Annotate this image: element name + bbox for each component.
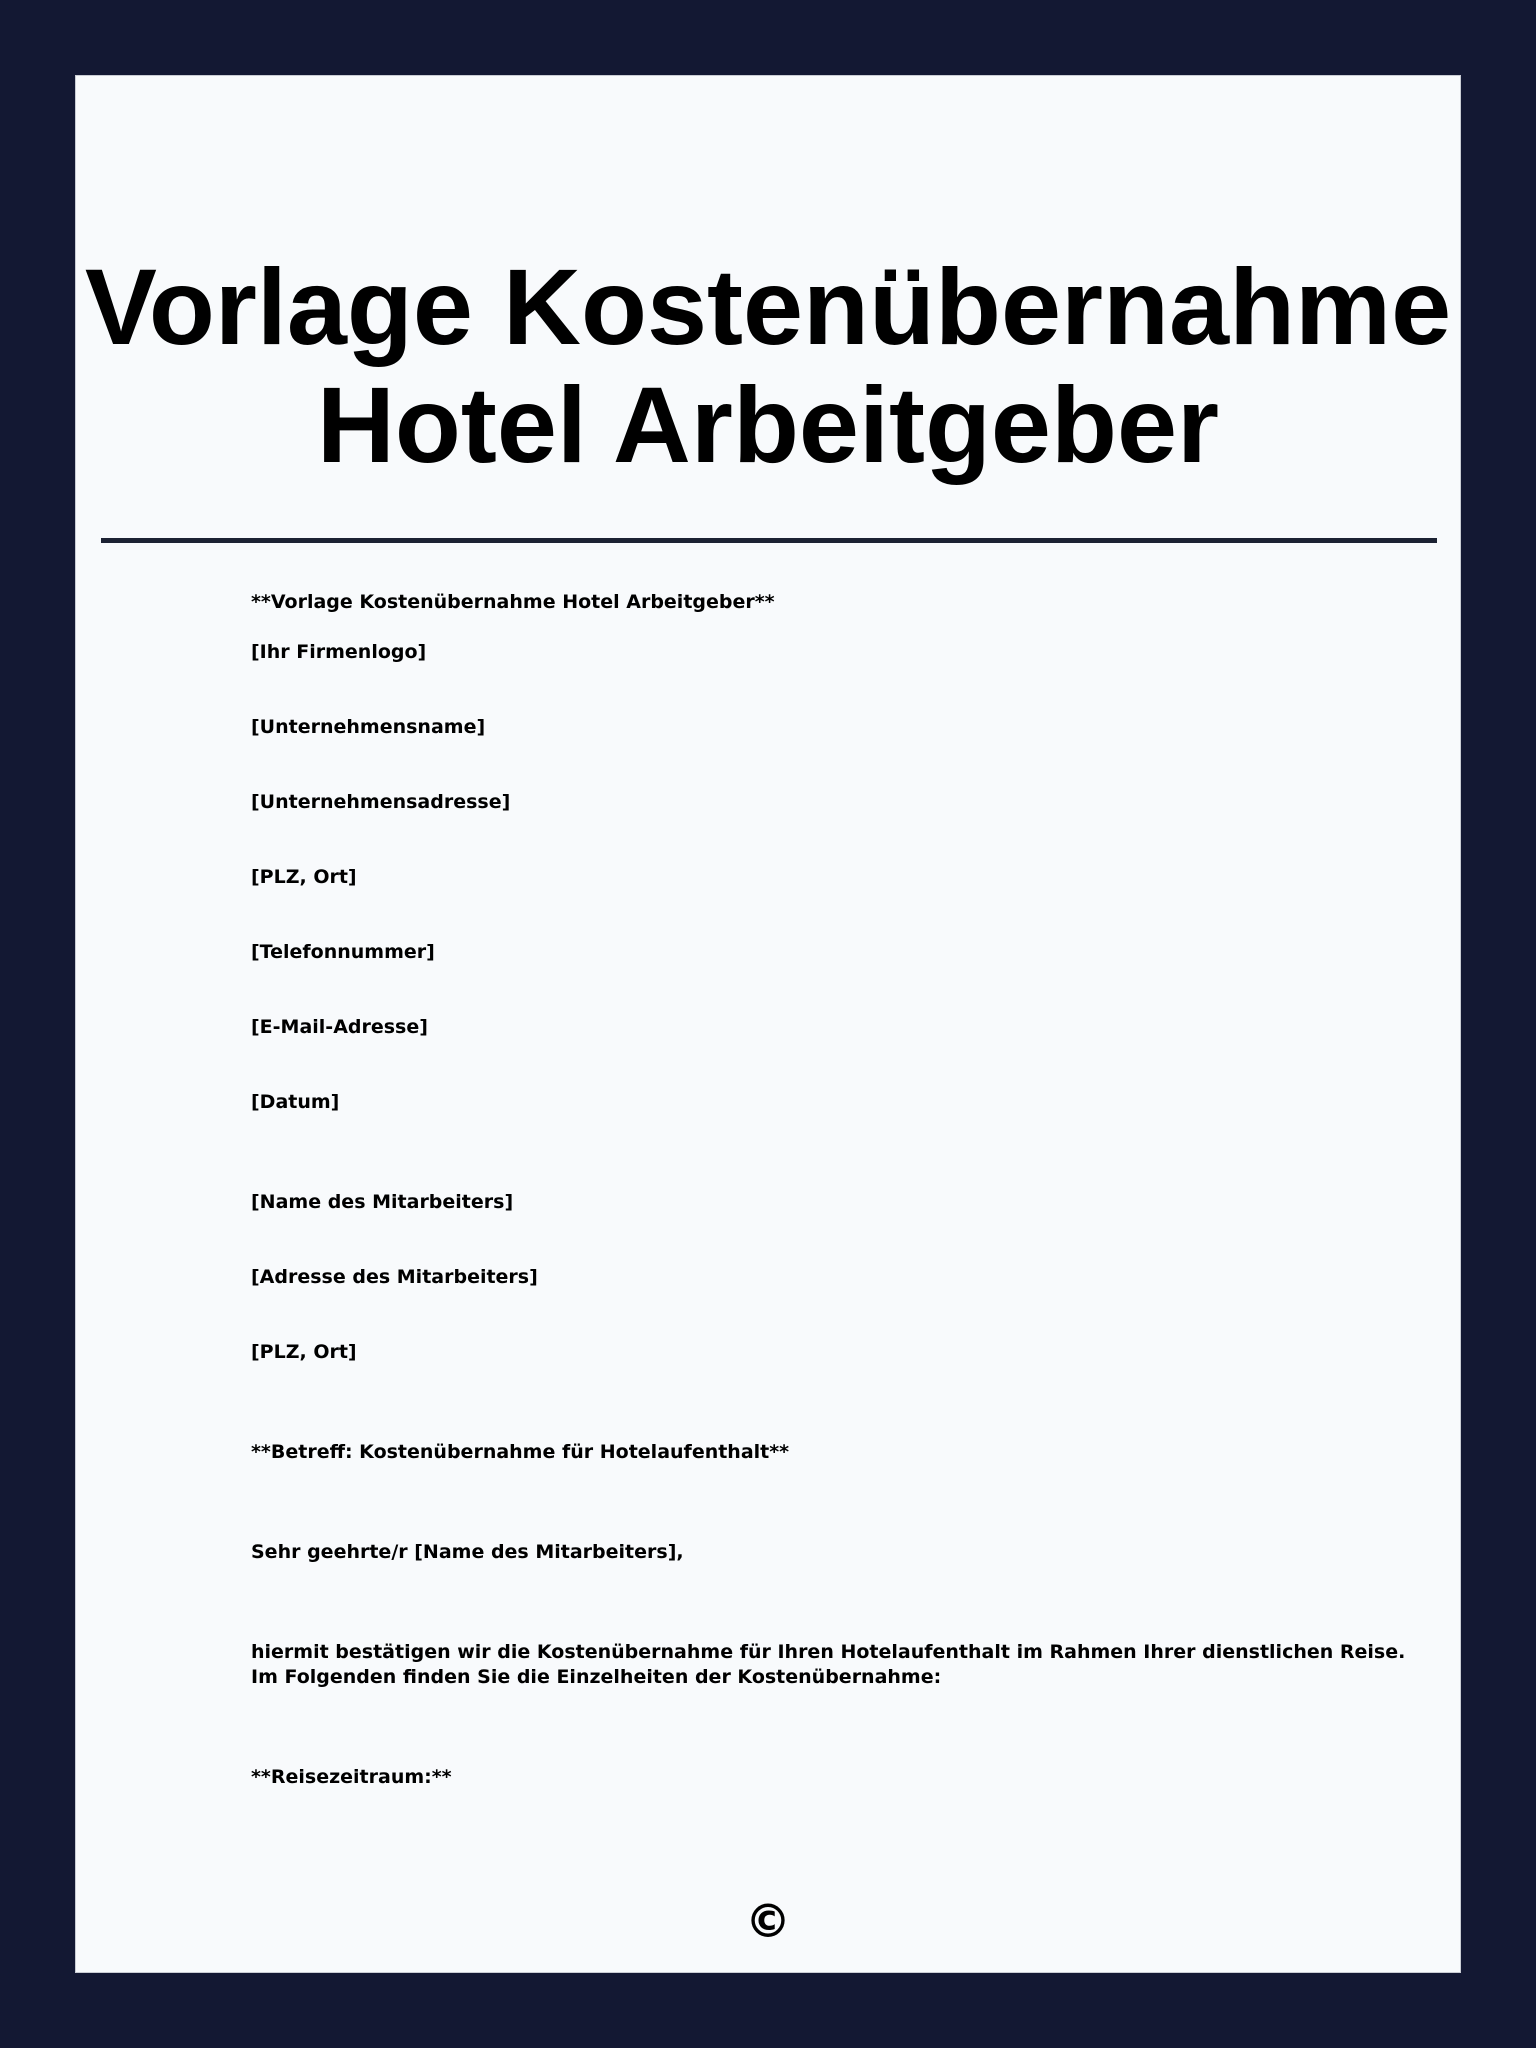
company-address: [Unternehmensadresse] xyxy=(251,791,511,813)
letter-date: [Datum] xyxy=(251,1091,340,1113)
document-title xyxy=(76,248,1460,484)
employee-name: [Name des Mitarbeiters] xyxy=(251,1191,514,1213)
company-phone: [Telefonnummer] xyxy=(251,941,435,963)
letter-heading: **Vorlage Kostenübernahme Hotel Arbeitgeber** xyxy=(251,591,775,613)
intro-line-1: hiermit bestätigen wir die Kostenübernahme für Ihren Hotelaufenthalt im Rahmen Ihrer dienstlichen Reise. xyxy=(251,1641,1406,1663)
intro-line-2: Im Folgenden finden Sie die Einzelheiten der Kostenübernahme: xyxy=(251,1666,942,1688)
title-line-1: Vorlage Kostenübernahme xyxy=(84,246,1452,367)
employee-address: [Adresse des Mitarbeiters] xyxy=(251,1266,538,1288)
company-zip-city: [PLZ, Ort] xyxy=(251,866,357,888)
travel-period-label: **Reisezeitraum:** xyxy=(251,1766,452,1788)
title-divider xyxy=(101,538,1437,543)
employee-zip-city: [PLZ, Ort] xyxy=(251,1341,357,1363)
company-name: [Unternehmensname] xyxy=(251,716,486,738)
logo-placeholder: [Ihr Firmenlogo] xyxy=(251,641,427,663)
copyright-icon: © xyxy=(745,1894,791,1948)
letter-subject: **Betreff: Kostenübernahme für Hotelaufenthalt** xyxy=(251,1441,790,1463)
title-line-2: Hotel Arbeitgeber xyxy=(316,364,1220,485)
company-email: [E-Mail-Adresse] xyxy=(251,1016,428,1038)
letter-salutation: Sehr geehrte/r [Name des Mitarbeiters], xyxy=(251,1541,684,1563)
document-page xyxy=(75,75,1461,1973)
